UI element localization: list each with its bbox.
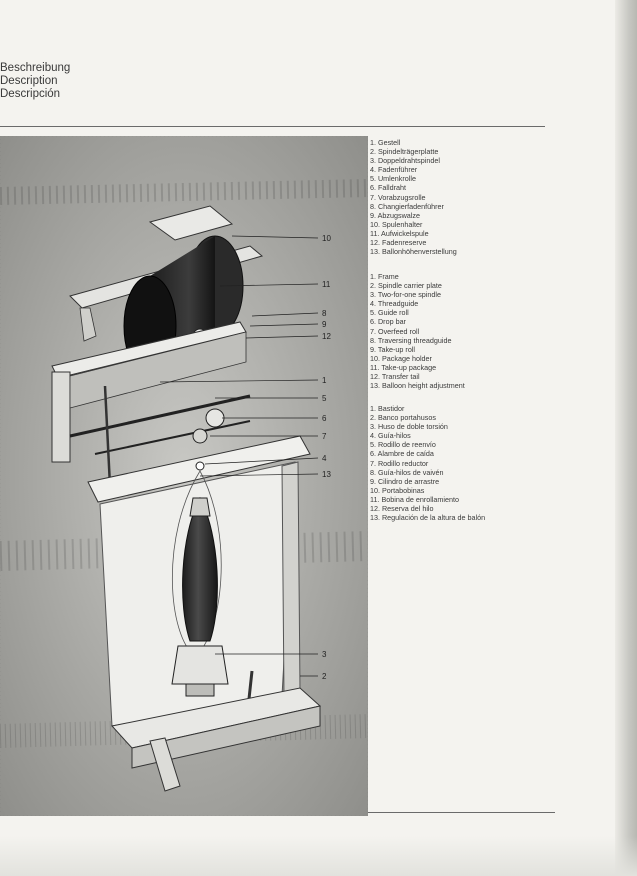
legend-item: 13. Regulación de la altura de balón: [370, 513, 486, 523]
legend-item: 10. Package holder: [370, 353, 432, 363]
legend-item: 1. Frame: [370, 272, 399, 281]
callout-13: 13: [322, 470, 331, 479]
callout-12: 12: [322, 332, 331, 341]
legend-item: 3. Huso de doble torsión: [370, 422, 448, 432]
legend-item: 2. Spindelträgerplatte: [370, 147, 439, 157]
legend-item: 11. Aufwickelspule: [370, 228, 429, 238]
legend-item: 6. Drop bar: [370, 317, 406, 327]
callout-7: 7: [322, 432, 327, 441]
legend-item: 9. Abzugswalze: [370, 210, 420, 220]
spindle-base: [172, 646, 228, 684]
housing-side: [282, 462, 300, 696]
legend-item: 7. Vorabzugsrolle: [370, 192, 426, 202]
legend-item: 11. Take-up package: [370, 362, 437, 372]
callout-11: 11: [322, 280, 331, 289]
callout-9: 9: [322, 320, 327, 329]
callout-8: 8: [322, 309, 327, 318]
legend-english: [370, 272, 570, 390]
top-rule: [0, 126, 545, 127]
legend-item: 12. Reserva del hilo: [370, 504, 434, 514]
legend-item: 5. Rodillo de reenvío: [370, 440, 436, 450]
legend-item: 3. Doppeldrahtspindel: [370, 156, 440, 166]
legend-item: 12. Fadenreserve: [370, 238, 427, 248]
heading-en: Description: [0, 75, 58, 87]
legend-item: 5. Guide roll: [370, 308, 409, 318]
legend-item: 12. Transfer tail: [370, 372, 420, 382]
guide-roll: [206, 409, 224, 427]
callout-3: 3: [322, 650, 327, 659]
legend-item: 10. Spulenhalter: [370, 219, 423, 229]
legend-item: 9. Take-up roll: [370, 344, 416, 354]
legend-item: 1. Bastidor: [370, 404, 405, 413]
legend-item: 10. Portabobinas: [370, 485, 425, 495]
page-edge-shadow: [615, 0, 637, 876]
overfeed-roll: [193, 429, 207, 443]
heading-es: Descripción: [0, 88, 61, 100]
spindle-tip: [190, 498, 210, 516]
legend-item: 8. Guía-hilos de vaivén: [370, 467, 444, 477]
legend-item: 7. Overfeed roll: [370, 326, 420, 336]
legend-item: 5. Umlenkrolle: [370, 174, 416, 184]
legend-item: 6. Falldraht: [370, 183, 406, 193]
callout-2: 2: [322, 672, 327, 681]
threadguide: [196, 462, 204, 470]
legend-item: 6. Alambre de caída: [370, 449, 434, 459]
machine-illustration: [0, 136, 368, 816]
section-heading: [0, 62, 160, 101]
legend-item: 9. Cilindro de arrastre: [370, 476, 440, 486]
page-bottom-fade: [0, 836, 637, 876]
legend-item: 4. Threadguide: [370, 299, 419, 309]
legend-item: 4. Fadenführer: [370, 165, 418, 175]
callout-4: 4: [322, 454, 327, 463]
machine-drawing: [0, 136, 368, 816]
heading-de: Beschreibung: [0, 62, 71, 74]
legend-item: 13. Balloon height adjustment: [370, 381, 465, 391]
legend-item: 11. Bobina de enrollamiento: [370, 494, 459, 504]
legend-item: 4. Guía-hilos: [370, 431, 411, 441]
legend-item: 3. Two-for-one spindle: [370, 290, 441, 300]
callout-6: 6: [322, 414, 327, 423]
frame-post: [52, 372, 70, 462]
legend-item: 8. Changierfadenführer: [370, 201, 444, 211]
legend-item: 7. Rodillo reductor: [370, 458, 429, 468]
legend-spanish: [370, 404, 570, 522]
callout-10: 10: [322, 234, 331, 243]
callout-1: 1: [322, 376, 327, 385]
callout-5: 5: [322, 394, 327, 403]
legend-item: 2. Banco portahusos: [370, 413, 436, 423]
spindle-foot: [186, 684, 214, 696]
legend-item: 8. Traversing threadguide: [370, 335, 452, 345]
legend-item: 13. Ballonhöhenverstellung: [370, 247, 457, 257]
legend-item: 1. Gestell: [370, 138, 401, 147]
legend-item: 2. Spindle carrier plate: [370, 281, 442, 291]
legend-german: [370, 138, 570, 256]
